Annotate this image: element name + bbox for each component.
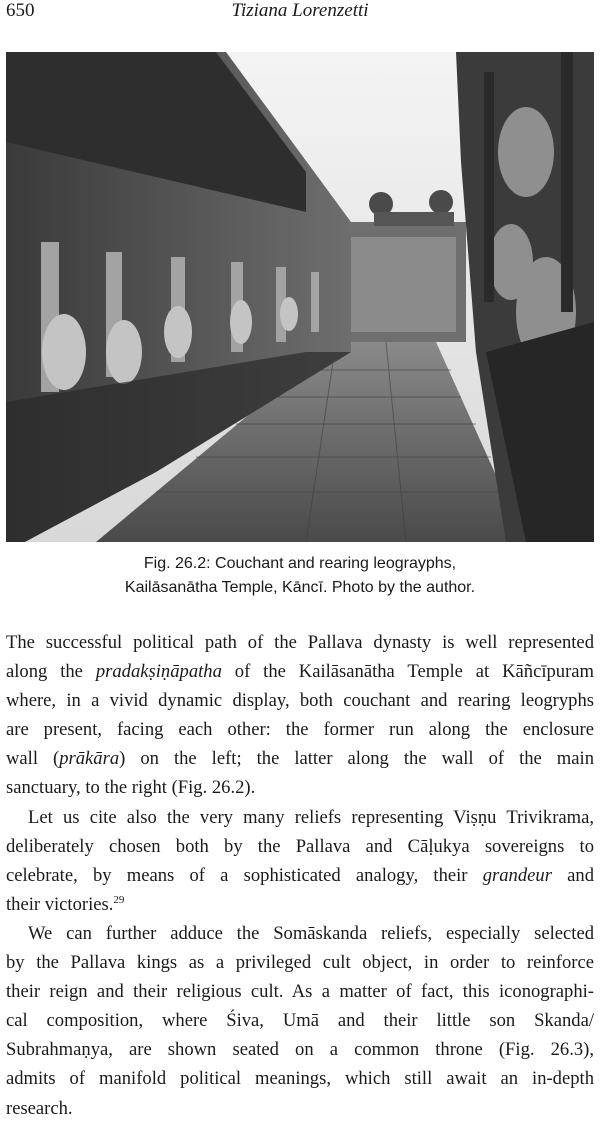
paragraph — [6, 919, 594, 1123]
text-line — [6, 1094, 594, 1123]
temple-photograph-illustration — [6, 52, 594, 542]
text-span: celebrate, by means of a sophisticated analogy, their — [6, 864, 483, 886]
footnote-ref: 29 — [113, 893, 125, 906]
text-span: sanctuary, to the right (Fig. 26.2). — [6, 777, 256, 799]
text-span: are present, facing each other: the former run along the enclosure — [6, 719, 594, 741]
text-span: along the — [6, 661, 96, 683]
text-span: where, in a vivid dynamic display, both couchant and rearing leogryphs — [6, 690, 594, 712]
text-span: ) on the left; the latter along the wall of the main — [119, 748, 594, 770]
text-line — [6, 977, 594, 1006]
italic-term: prākāra — [59, 748, 120, 770]
paragraph — [6, 803, 594, 919]
body-text — [6, 628, 594, 1123]
text-line — [6, 919, 594, 948]
text-span: and — [551, 864, 594, 886]
text-span: wall ( — [6, 748, 60, 770]
caption-line: Kailāsanātha Temple, Kāncī. Photo by the author. — [124, 579, 476, 596]
text-span: The successful political path of the Pallava dynasty is well represented — [6, 632, 594, 653]
page-number: 650 — [6, 0, 35, 21]
text-span: their victories. — [6, 893, 114, 915]
italic-term: grandeur — [482, 864, 552, 886]
text-span: by the Pallava kings as a privileged cult object, in order to reinforce — [6, 952, 594, 974]
figure-caption — [0, 552, 600, 600]
caption-line: Fig. 26.2: Couchant and rearing leograyphs, — [143, 555, 457, 572]
text-line — [6, 744, 594, 773]
text-line — [6, 715, 594, 744]
text-span: Subrahmaṇya, are shown seated on a common throne (Fig. 26.3), — [6, 1039, 594, 1061]
text-line — [6, 890, 594, 919]
text-span: their reign and their religious cult. As a matter of fact, this iconographi- — [6, 981, 594, 1003]
page-header — [0, 0, 600, 34]
text-line — [6, 1006, 594, 1035]
text-span: of the Kailāsanātha Temple at Kāñcīpuram — [221, 661, 594, 683]
text-line — [6, 628, 594, 657]
italic-term: pradakṣiṇāpatha — [95, 661, 222, 683]
running-title: Tiziana Lorenzetti — [231, 0, 369, 21]
text-line — [6, 803, 594, 832]
text-span: Let us cite also the very many reliefs representing Viṣṇu Trivikrama, — [28, 806, 594, 828]
text-span: admits of manifold political meanings, which still await an in-depth — [6, 1068, 594, 1090]
text-line — [6, 657, 594, 686]
text-line — [6, 773, 594, 802]
text-span: research. — [6, 1097, 73, 1119]
text-line — [6, 1064, 594, 1093]
text-line — [6, 948, 594, 977]
temple-photograph — [6, 52, 594, 542]
text-line — [6, 861, 594, 890]
text-line — [6, 686, 594, 715]
text-span: deliberately chosen both by the Pallava and Cāḷukya sovereigns to — [6, 835, 594, 857]
text-line — [6, 832, 594, 861]
text-span: We can further adduce the Somāskanda reliefs, especially selected — [28, 922, 594, 944]
paragraph — [6, 628, 594, 803]
text-line — [6, 1035, 594, 1064]
text-span: cal composition, where Śiva, Umā and their little son Skanda/ — [6, 1010, 594, 1032]
